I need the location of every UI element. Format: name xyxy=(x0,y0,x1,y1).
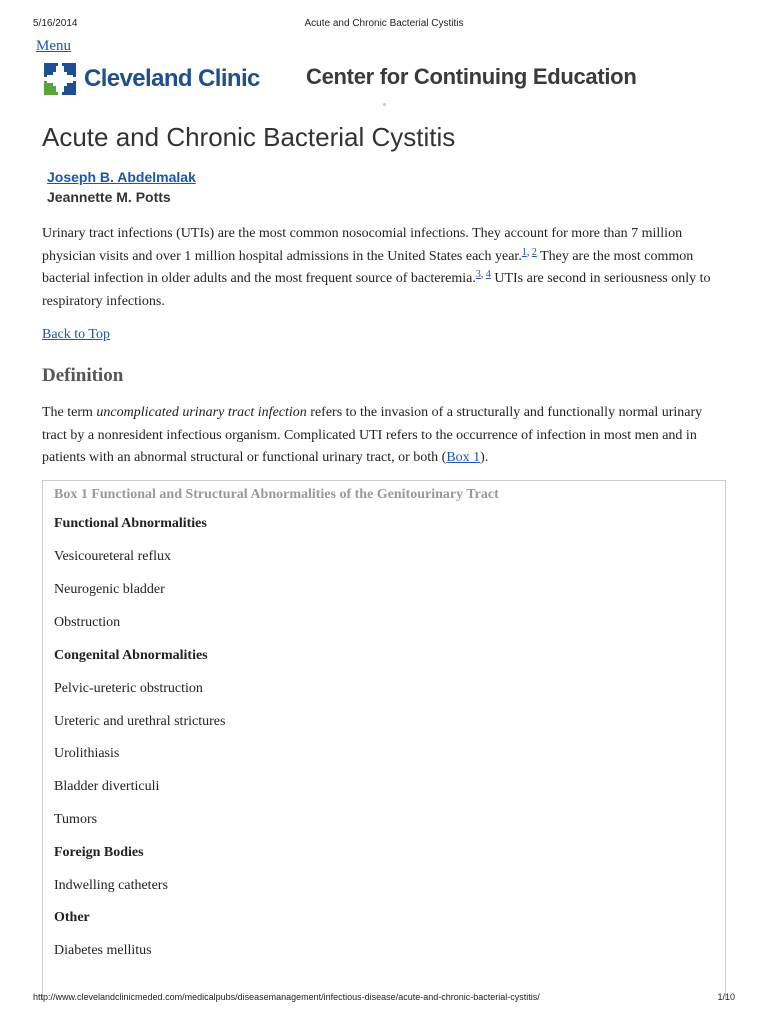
ref-separator: , xyxy=(526,246,532,258)
definition-text-1: The term xyxy=(42,405,97,420)
box-list-item: Indwelling catheters xyxy=(54,878,168,893)
reference-link-3[interactable]: 3 xyxy=(475,269,481,280)
definition-text-2: refers to the invasion of a structurally and functionally normal urinary tract by a nonresident infectious organism. Complicated UTI refers to the occurrence of infection in most men and in patients with an abnormal structural or functional urinary tract, or both ( xyxy=(42,405,703,465)
intro-text-2: They are the most common bacterial infection in older adults and the most frequent source of bacteremia. xyxy=(42,248,694,286)
box-category-heading: Foreign Bodies xyxy=(54,845,144,860)
back-to-top-link[interactable]: Back to Top xyxy=(42,327,110,342)
reference-link-2[interactable]: 2 xyxy=(531,246,537,258)
reference-link-1[interactable]: 1 xyxy=(521,246,527,258)
definition-paragraph xyxy=(42,402,726,470)
intro-paragraph xyxy=(42,223,726,313)
box-category-heading: Other xyxy=(54,910,90,925)
definition-emphasis: uncomplicated urinary tract infection xyxy=(96,405,307,420)
page-number: 1/10 xyxy=(717,992,735,1002)
print-footer xyxy=(33,992,735,1006)
box-list-item: Neurogenic bladder xyxy=(54,582,165,597)
cleveland-clinic-cross-icon xyxy=(44,63,76,95)
box-list-item: Diabetes mellitus xyxy=(54,943,152,958)
cleveland-clinic-logo[interactable] xyxy=(44,62,260,96)
box-list-item: Tumors xyxy=(54,812,98,827)
decorative-dot xyxy=(383,103,386,106)
box-list-item: Bladder diverticuli xyxy=(54,779,160,794)
box-1 xyxy=(42,480,726,1000)
section-title: Center for Continuing Education xyxy=(306,64,637,89)
box-category-heading: Congenital Abnormalities xyxy=(54,648,208,663)
print-header xyxy=(33,18,735,32)
reference-link-4[interactable]: 4 xyxy=(485,269,491,280)
ref-separator: , xyxy=(480,269,486,280)
intro-text-3: UTIs are second in seriousness only to respiratory infections. xyxy=(42,271,711,309)
definition-heading: Definition xyxy=(42,365,124,386)
box-list-item: Urolithiasis xyxy=(54,746,120,761)
print-date: 5/16/2014 xyxy=(33,18,78,29)
print-title: Acute and Chronic Bacterial Cystitis xyxy=(304,18,464,29)
print-url: http://www.clevelandclinicmeded.com/medicalpubs/diseasemanagement/infectious-disease/acute-and-chronic-bacterial-cystitis/ xyxy=(33,992,540,1002)
box-list-item: Obstruction xyxy=(54,615,121,630)
page-title: Acute and Chronic Bacterial Cystitis xyxy=(42,122,456,152)
box-list-item: Pelvic-ureteric obstruction xyxy=(54,681,203,696)
box-category-heading: Functional Abnormalities xyxy=(54,516,207,531)
box-1-caption: Box 1 Functional and Structural Abnormalities of the Genitourinary Tract xyxy=(54,487,499,502)
menu-link[interactable]: Menu xyxy=(36,38,71,54)
box-list-item: Vesicoureteral reflux xyxy=(54,549,171,564)
author-name: Jeannette M. Potts xyxy=(47,189,171,205)
box-list-item: Ureteric and urethral strictures xyxy=(54,714,226,729)
author-link[interactable]: Joseph B. Abdelmalak xyxy=(47,169,196,185)
box-1-link[interactable]: Box 1 xyxy=(446,450,481,465)
logo-text: Cleveland Clinic xyxy=(84,65,260,92)
intro-text-1: Urinary tract infections (UTIs) are the most common nosocomial infections. They account for more than 7 million physician visits and over 1 million hospital admissions in the United States each year. xyxy=(42,226,683,264)
definition-text-3: ). xyxy=(480,450,489,465)
